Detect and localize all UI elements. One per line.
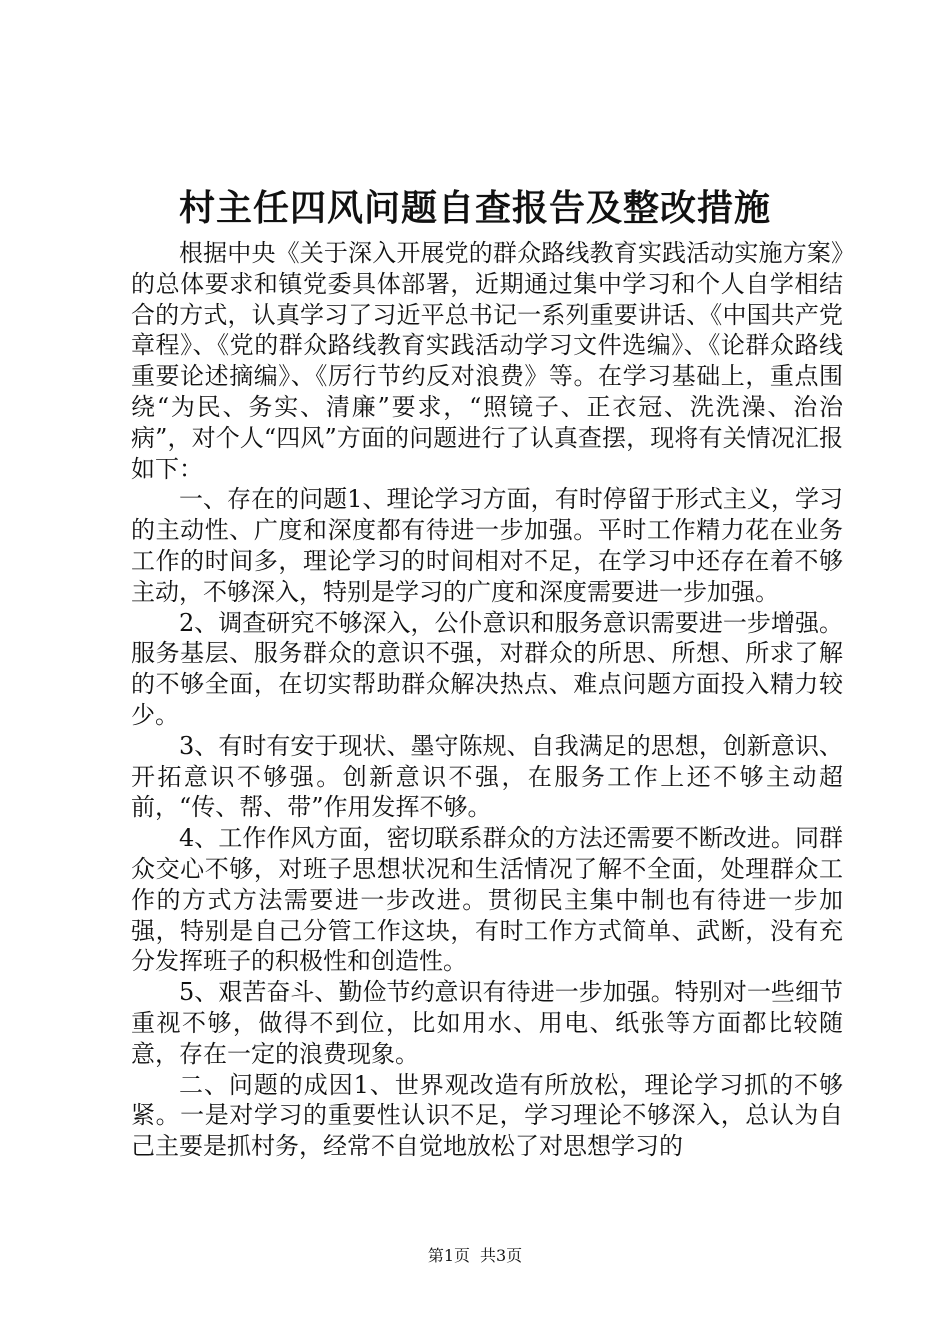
paragraph-problems-1: 一、存在的问题1、理论学习方面，有时停留于形式主义，学习的主动性、广度和深度都有待进一步加强。平时工作精力花在业务工作的时间多，理论学习的时间相对不足，在学习中还存在着不够主动，不够深入，特别是学习的广度和深度需要进一步加强。: [131, 485, 843, 606]
page-number: 第1页: [427, 1246, 470, 1265]
document-title: 村主任四风问题自查报告及整改措施: [178, 187, 771, 229]
document-body: [131, 238, 843, 1162]
paragraph-problems-3: 3、有时有安于现状、墨守陈规、自我满足的思想，创新意识、开拓意识不够强。创新意识不强，在服务工作上还不够主动超前，“传、帮、带”作用发挥不够。: [131, 731, 843, 822]
page-total: 共3页: [480, 1246, 523, 1265]
paragraph-problems-4: 4、工作作风方面，密切联系群众的方法还需要不断改进。同群众交心不够，对班子思想状况和生活情况了解不全面，处理群众工作的方式方法需要进一步改进。贯彻民主集中制也有待进一步加强，特别是自己分管工作这块，有时工作方式简单、武断，没有充分发挥班子的积极性和创造性。: [131, 824, 843, 976]
paragraph-intro: 根据中央《关于深入开展党的群众路线教育实践活动实施方案》的总体要求和镇党委具体部署，近期通过集中学习和个人自学相结合的方式，认真学习了习近平总书记一系列重要讲话、《中国共产党章程》、《党的群众路线教育实践活动学习文件选编》、《论群众路线重要论述摘编》、《厉行节约反对浪费》等。在学习基础上，重点围绕“为民、务实、清廉”要求，“照镜子、正衣冠、洗洗澡、治治病”，对个人“四风”方面的问题进行了认真查摆，现将有关情况汇报如下：: [131, 239, 843, 483]
paragraph-problems-5: 5、艰苦奋斗、勤俭节约意识有待进一步加强。特别对一些细节重视不够，做得不到位，比如用水、用电、纸张等方面都比较随意，存在一定的浪费现象。: [131, 978, 843, 1068]
page-footer: [0, 1244, 950, 1268]
paragraph-problems-2: 2、调查研究不够深入，公仆意识和服务意识需要进一步增强。服务基层、服务群众的意识不强，对群众的所思、所想、所求了解的不够全面，在切实帮助群众解决热点、难点问题方面投入精力较少。: [131, 608, 843, 729]
paragraph-causes-1: 二、问题的成因1、世界观改造有所放松，理论学习抓的不够紧。一是对学习的重要性认识不足，学习理论不够深入，总认为自己主要是抓村务，经常不自觉地放松了对思想学习的: [131, 1070, 843, 1161]
